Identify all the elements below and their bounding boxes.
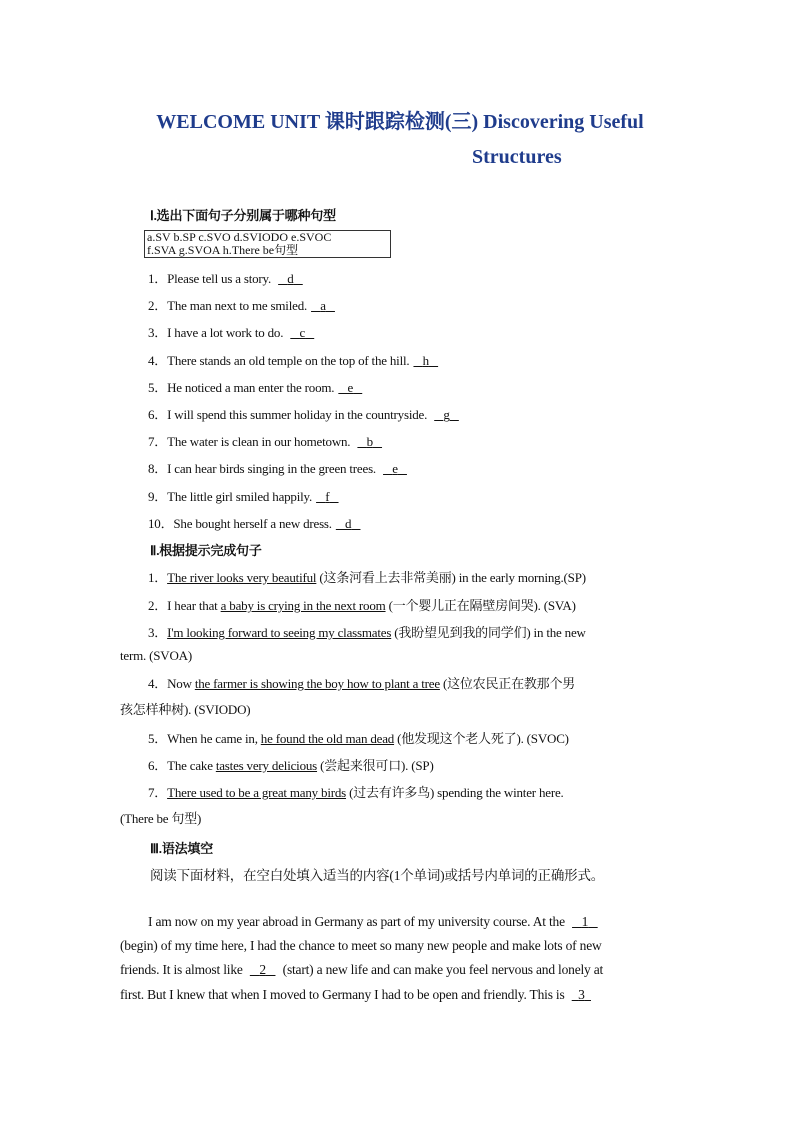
item-answer: the farmer is showing the boy how to plant a tree (194, 676, 440, 691)
passage-text: I am now on my year abroad in Germany as part of my university course. At the (148, 914, 569, 929)
title-line-2: Structures (472, 146, 562, 168)
item-answer: I'm looking forward to seeing my classmates (167, 625, 392, 640)
item-prefix: 1． (148, 570, 168, 585)
item-suffix: (这条河看上去非常美丽) in the early morning.(SP) (316, 570, 586, 585)
item-suffix: (我盼望见到我的同学们) in the new (391, 625, 586, 640)
item-number: 2． (148, 298, 168, 313)
section1-item (148, 377, 366, 396)
item-text: There stands an old temple on the top of the hill. (167, 353, 410, 368)
item-prefix: 4．Now (148, 676, 195, 691)
item-prefix: 2．I hear that (148, 598, 221, 613)
item-answer: a (320, 298, 326, 313)
section1-item (148, 486, 343, 505)
section1-heading: Ⅰ.选出下面句子分别属于哪种句型 (150, 208, 336, 223)
passage-line-3: friends. It is almost like 2 (start) a new life and can make you feel nervous and lonely at (120, 962, 604, 977)
item-number: 4． (148, 353, 168, 368)
item-suffix: (尝起来很可口). (SP) (317, 758, 434, 773)
section1-item (148, 322, 318, 341)
section2-item (148, 595, 576, 614)
section2-item (148, 567, 586, 586)
item-suffix: (他发现这个老人死了). (SVOC) (394, 731, 569, 746)
item-answer: a baby is crying in the next room (220, 598, 386, 613)
item-answer: The river looks very beautiful (167, 570, 317, 585)
item-prefix: 3． (148, 625, 168, 640)
item-text: He noticed a man enter the room. (167, 380, 335, 395)
item-suffix: (这位农民正在教那个男 (439, 676, 576, 691)
item-text: I can hear birds singing in the green trees. (167, 461, 380, 476)
blank-1: 1 (581, 914, 589, 929)
item-text: She bought herself a new dress. (173, 516, 332, 531)
passage-line-4: first. But I knew that when I moved to Germany I had to be open and friendly. This is 3 (120, 987, 595, 1003)
title-line-1: WELCOME UNIT 课时跟踪检测(三) Discovering Useful (156, 111, 644, 133)
blank-3: 3 (578, 987, 585, 1002)
section1-item (148, 458, 411, 477)
section2-item (148, 728, 569, 747)
item-number: 1． (148, 271, 168, 286)
item-text: I will spend this summer holiday in the countryside. (167, 407, 431, 422)
section1-item (148, 431, 386, 450)
section2-heading: Ⅱ.根据提示完成句子 (150, 543, 262, 558)
section1-item (148, 350, 442, 369)
item-answer: e (347, 380, 354, 395)
section3-instruction: 阅读下面材料，在空白处填入适当的内容(1个单词)或括号内单词的正确形式。 (150, 868, 605, 883)
section2-item (148, 622, 586, 641)
item-number: 7． (148, 434, 168, 449)
section2-item (148, 755, 434, 774)
item-answer: f (325, 489, 330, 504)
item-prefix: 7． (148, 785, 168, 800)
section1-item (148, 268, 307, 287)
item-answer: g (443, 407, 450, 422)
item-number: 5． (148, 380, 168, 395)
item-answer: e (392, 461, 398, 476)
passage-line-2: (begin) of my time here, I had the chance to meet so many new people and make lots of new (120, 938, 602, 953)
item-answer: tastes very delicious (215, 758, 318, 773)
section2-item (148, 782, 564, 801)
item-text: I have a lot work to do. (167, 325, 287, 340)
section2-item (148, 673, 575, 692)
item-text: The man next to me smiled. (167, 298, 308, 313)
item-text: Please tell us a story. (167, 271, 275, 286)
item-number: 9． (148, 489, 168, 504)
section2-item-continuation: (There be 句型) (120, 811, 202, 826)
item-answer: d (345, 516, 352, 531)
item-number: 3． (148, 325, 168, 340)
item-number: 8． (148, 461, 168, 476)
item-suffix: (一个婴儿正在隔壁房间哭). (SVA) (385, 598, 576, 613)
section2-item-continuation: term. (SVOA) (120, 648, 192, 663)
item-prefix: 6．The cake (148, 758, 216, 773)
item-prefix: 5．When he came in, (148, 731, 261, 746)
section1-item (148, 295, 339, 314)
item-answer: d (287, 271, 294, 286)
item-suffix: (过去有许多鸟) spending the winter here. (346, 785, 564, 800)
section1-item (148, 513, 364, 532)
item-number: 6． (148, 407, 168, 422)
item-text: The water is clean in our hometown. (167, 434, 354, 449)
item-answer: h (422, 353, 429, 368)
item-number: 10． (148, 516, 174, 531)
section3-heading: Ⅲ.语法填空 (150, 841, 214, 856)
section2-item-continuation: 孩怎样种树). (SVIODO) (120, 702, 251, 717)
item-answer: There used to be a great many birds (167, 785, 347, 800)
options-line-1: a.SV b.SP c.SVO d.SVIODO e.SVOC (147, 230, 332, 244)
item-text: The little girl smiled happily. (167, 489, 313, 504)
item-answer: c (299, 325, 306, 340)
options-line-2: f.SVA g.SVOA h.There be句型 (147, 243, 299, 257)
blank-2: 2 (259, 962, 266, 977)
sentence-type-options-box (144, 230, 391, 258)
passage-line-1 (148, 914, 602, 930)
item-answer: he found the old man dead (260, 731, 395, 746)
section1-item (148, 404, 463, 423)
item-answer: b (366, 434, 373, 449)
